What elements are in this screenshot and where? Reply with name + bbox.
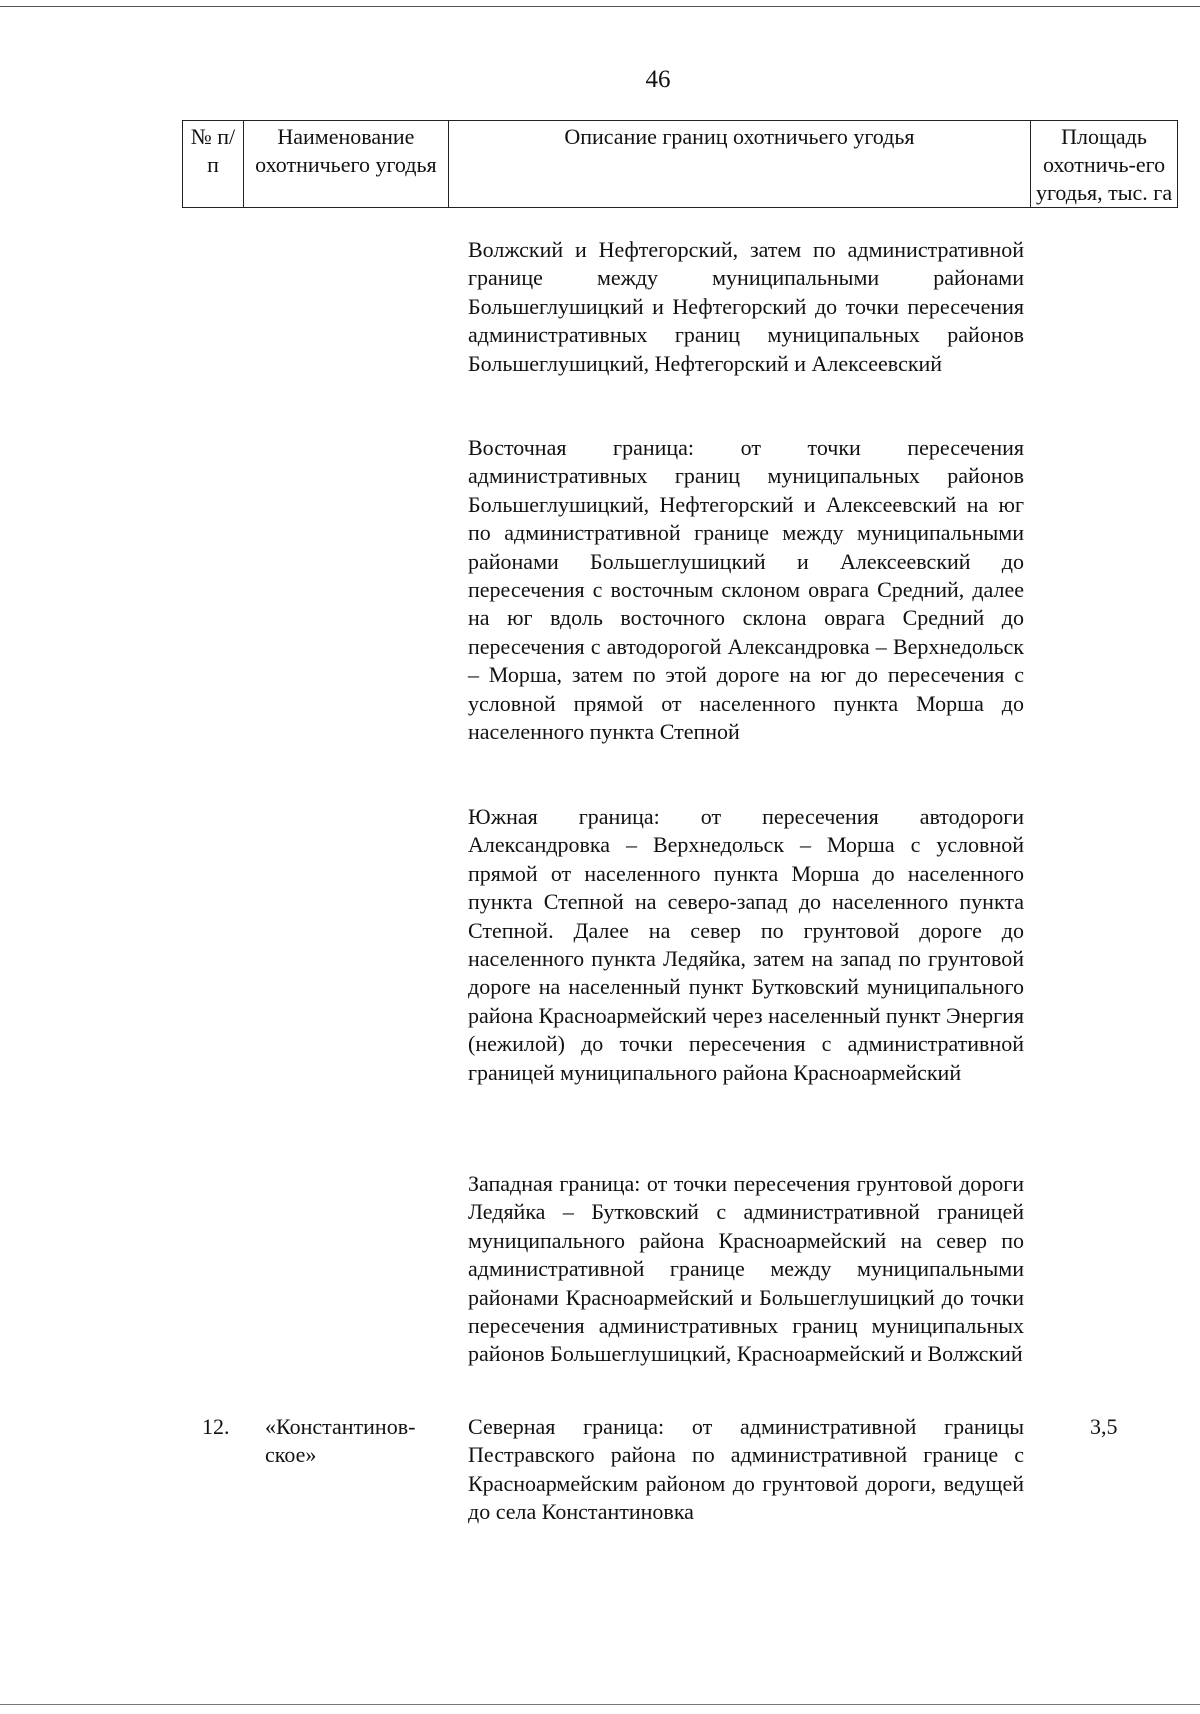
row-description: Северная граница: от административной границы Пестравского района по административной границе с Красноармейским районом до грунтовой дороги, ведущей до села Константиновка	[468, 1414, 1024, 1525]
row-number: 12.	[202, 1414, 230, 1439]
header-col-name: Наименование охотничьего угодья	[243, 121, 448, 208]
header-col-description: Описание границ охотничьего угодья	[448, 121, 1030, 208]
row-area: 3,5	[1090, 1414, 1118, 1439]
header-col-number: № п/п	[183, 121, 244, 208]
bottom-border-line	[0, 1704, 1200, 1705]
continuation-paragraph: Волжский и Нефтегорский, затем по административной границе между муниципальными районами Большеглушицкий и Нефтегорский до точки пересечения административных границ муниципальных районов Большеглушицкий, Нефтегорский и Алексеевский	[468, 237, 1024, 376]
top-border-line	[0, 6, 1200, 7]
page-number: 46	[645, 66, 671, 93]
header-col-area: Площадь охотничь-его угодья, тыс. га	[1031, 121, 1178, 208]
east-border-paragraph: Восточная граница: от точки пересечения административных границ муниципальных районов Большеглушицкий, Нефтегорский и Алексеевский на юг по административной границе между муниципальными районами Большеглушицкий и Алексеевский до пересечения с восточным склоном оврага Средний, далее на юг вдоль восточного склона оврага Средний до пересечения с автодорогой Александровка – Верхнедольск – Морша, затем по этой дороге на юг до пересечения с условной прямой от населенного пункта Морша до населенного пункта Степной	[468, 435, 1024, 745]
south-border-paragraph: Южная граница: от пересечения автодороги Александровка – Верхнедольск – Морша с условной прямой от населенного пункта Морша до населенного пункта Степной на северо-запад до населенного пункта Степной. Далее на север по грунтовой дороге до населенного пункта Ледяйка, затем на запад по грунтовой дороге на населенный пункт Бутковский муниципального района Красноармейский через населенный пункт Энергия (нежилой) до точки пересечения с административной границей муниципального района Красноармейский	[468, 804, 1024, 1085]
row-name: «Константинов-ское»	[265, 1414, 416, 1468]
table-header	[182, 120, 1178, 208]
west-border-paragraph: Западная граница: от точки пересечения грунтовой дороги Ледяйка – Бутковский с административной границей муниципального района Красноармейский на север по административной границе между муниципальными районами Красноармейский и Большеглушицкий до точки пересечения административных границ муниципальных районов Большеглушицкий, Красноармейский и Волжский	[468, 1171, 1024, 1367]
table-header-row	[183, 121, 1178, 208]
